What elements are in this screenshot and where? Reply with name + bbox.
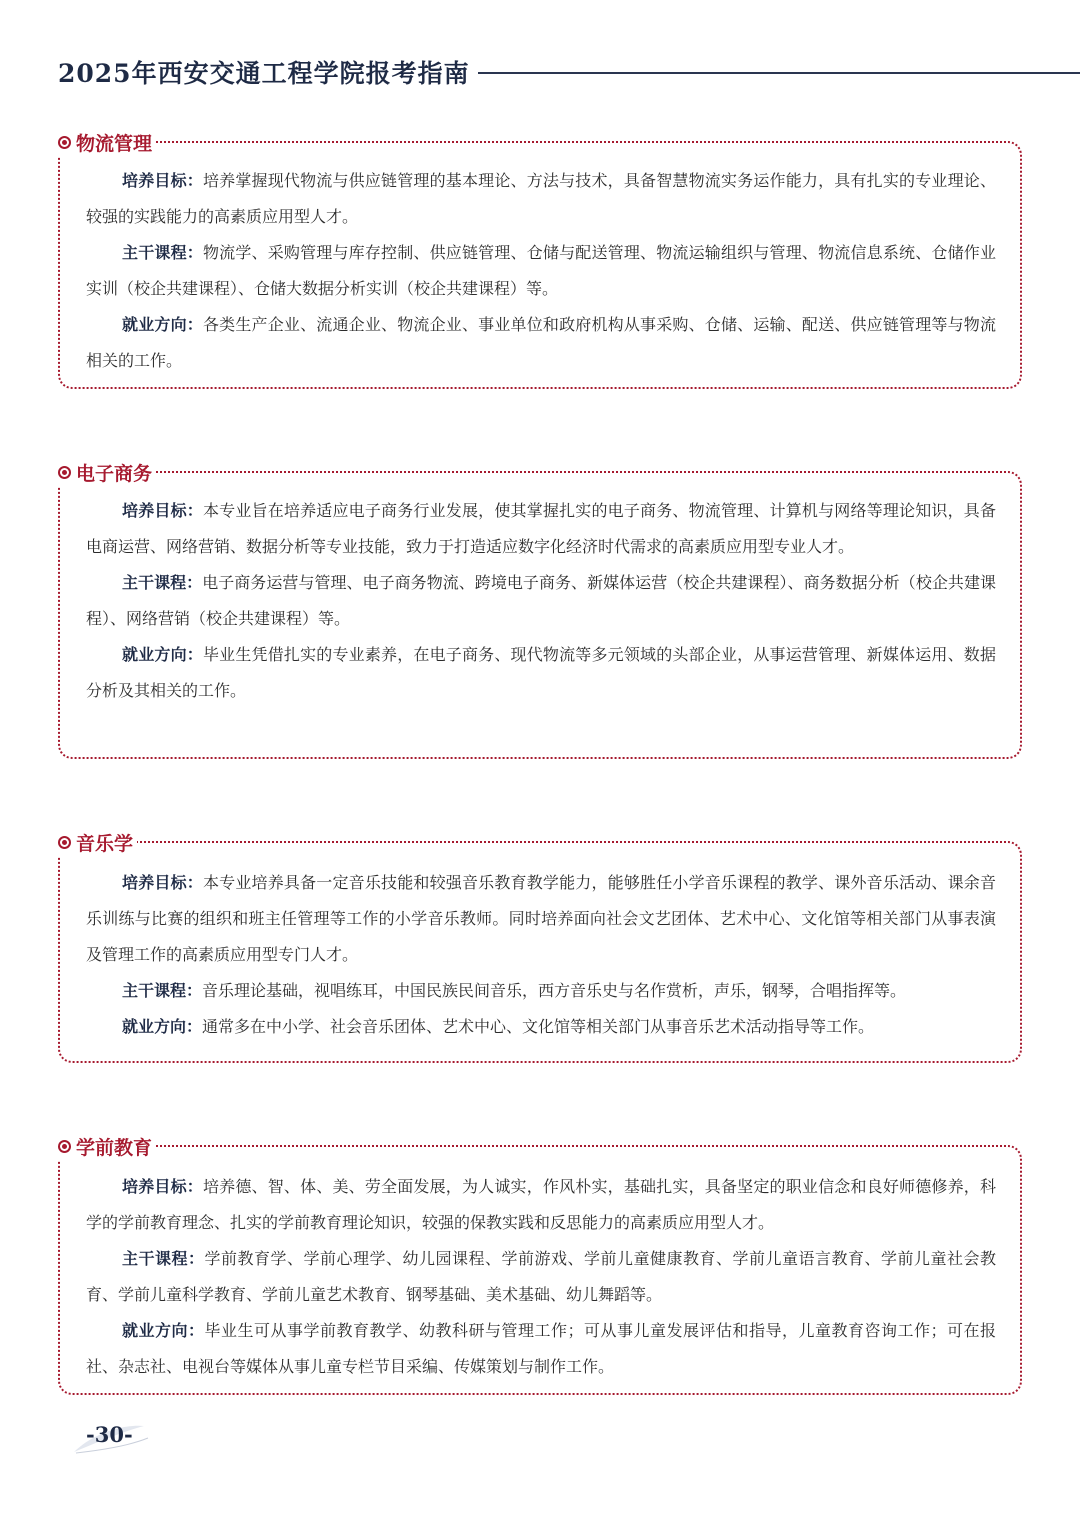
section-content: [86, 493, 996, 709]
training-goal: [86, 493, 996, 565]
career-direction-text: 毕业生可从事学前教育教学、幼教科研与管理工作；可从事儿童发展评估和指导，儿童教育咨询工作；可在报社、杂志社、电视台等媒体从事儿童专栏节目采编、传媒策划与制作工作。: [86, 1321, 996, 1376]
core-courses: [86, 1241, 996, 1313]
target-bullet-icon: [58, 466, 71, 479]
core-courses-text: 电子商务运营与管理、电子商务物流、跨境电子商务、新媒体运营（校企共建课程）、商务数据分析（校企共建课程）、网络营销（校企共建课程）等。: [86, 573, 996, 628]
core-courses-text: 学前教育学、学前心理学、幼儿园课程、学前游戏、学前儿童健康教育、学前儿童语言教育、学前儿童社会教育、学前儿童科学教育、学前儿童艺术教育、钢琴基础、美术基础、幼儿舞蹈等。: [86, 1249, 996, 1304]
major-section-logistics: [58, 127, 1022, 389]
section-content: [86, 1169, 996, 1385]
core-courses-label: 主干课程：: [122, 243, 203, 262]
career-direction-label: 就业方向：: [122, 1017, 203, 1036]
career-direction: [86, 637, 996, 709]
career-direction-label: 就业方向：: [122, 315, 203, 334]
target-bullet-icon: [58, 836, 71, 849]
section-content: [86, 163, 996, 379]
core-courses: [86, 973, 996, 1009]
section-heading: [58, 127, 156, 157]
section-title: 音乐学: [76, 832, 134, 855]
core-courses-label: 主干课程：: [122, 1249, 205, 1268]
target-bullet-icon: [58, 1140, 71, 1153]
career-direction: [86, 1313, 996, 1385]
training-goal: [86, 865, 996, 973]
core-courses: [86, 565, 996, 637]
major-section-preschool-education: [58, 1131, 1022, 1395]
career-direction-label: 就业方向：: [122, 1321, 205, 1340]
core-courses: [86, 235, 996, 307]
training-goal-text: 培养掌握现代物流与供应链管理的基本理论、方法与技术，具备智慧物流实务运作能力，具有扎实的专业理论、较强的实践能力的高素质应用型人才。: [86, 171, 996, 226]
major-section-ecommerce: [58, 457, 1022, 759]
training-goal: [86, 163, 996, 235]
page-number-text: -30-: [86, 1422, 133, 1447]
training-goal-label: 培养目标：: [122, 873, 203, 892]
career-direction-text: 各类生产企业、流通企业、物流企业、事业单位和政府机构从事采购、仓储、运输、配送、供应链管理等与物流相关的工作。: [86, 315, 996, 370]
training-goal-text: 本专业培养具备一定音乐技能和较强音乐教育教学能力，能够胜任小学音乐课程的教学、课外音乐活动、课余音乐训练与比赛的组织和班主任管理等工作的小学音乐教师。同时培养面向社会文艺团体、艺术中心、文化馆等相关部门从事表演及管理工作的高素质应用型专门人才。: [86, 873, 996, 964]
section-title: 学前教育: [76, 1136, 153, 1159]
career-direction: [86, 307, 996, 379]
core-courses-label: 主干课程：: [122, 981, 203, 1000]
core-courses-text: 音乐理论基础，视唱练耳，中国民族民间音乐，西方音乐史与名作赏析，声乐，钢琴，合唱指挥等。: [202, 981, 907, 1000]
section-title: 物流管理: [76, 132, 153, 155]
major-section-musicology: [58, 827, 1022, 1063]
section-title: 电子商务: [76, 462, 153, 485]
training-goal-label: 培养目标：: [122, 1177, 203, 1196]
section-heading: [58, 827, 137, 857]
training-goal-text: 本专业旨在培养适应电子商务行业发展，使其掌握扎实的电子商务、物流管理、计算机与网络等理论知识，具备电商运营、网络营销、数据分析等专业技能，致力于打造适应数字化经济时代需求的高素质应用型专业人才。: [86, 501, 996, 556]
page-title: 2025年西安交通工程学院报考指南: [58, 59, 470, 88]
target-bullet-icon: [58, 136, 71, 149]
training-goal-label: 培养目标：: [122, 171, 203, 190]
core-courses-text: 物流学、采购管理与库存控制、供应链管理、仓储与配送管理、物流运输组织与管理、物流信息系统、仓储作业实训（校企共建课程）、仓储大数据分析实训（校企共建课程）等。: [86, 243, 996, 298]
career-direction: [86, 1009, 996, 1045]
section-heading: [58, 457, 156, 487]
training-goal: [86, 1169, 996, 1241]
career-direction-text: 毕业生凭借扎实的专业素养，在电子商务、现代物流等多元领域的头部企业，从事运营管理、新媒体运用、数据分析及其相关的工作。: [86, 645, 996, 700]
training-goal-label: 培养目标：: [122, 501, 203, 520]
section-heading: [58, 1131, 156, 1161]
page-header: [58, 52, 1080, 92]
section-content: [86, 865, 996, 1045]
career-direction-text: 通常多在中小学、社会音乐团体、艺术中心、文化馆等相关部门从事音乐艺术活动指导等工作。: [202, 1017, 875, 1036]
core-courses-label: 主干课程：: [122, 573, 203, 592]
career-direction-label: 就业方向：: [122, 645, 203, 664]
header-rule: [478, 72, 1080, 74]
page-number: [72, 1420, 152, 1454]
training-goal-text: 培养德、智、体、美、劳全面发展，为人诚实，作风朴实，基础扎实，具备坚定的职业信念和良好师德修养，科学的学前教育理念、扎实的学前教育理论知识，较强的保教实践和反思能力的高素质应用型人才。: [86, 1177, 996, 1232]
